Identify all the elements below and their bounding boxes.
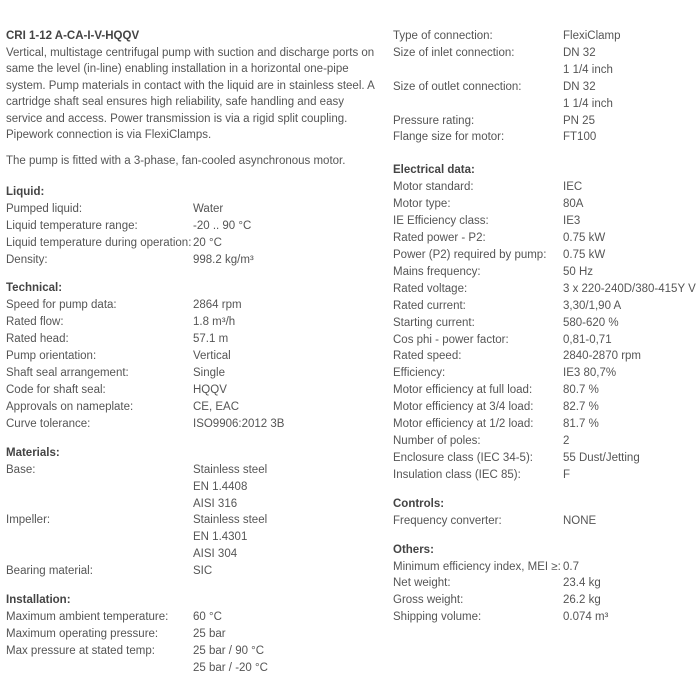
spec-value: FlexiClamp (563, 30, 621, 42)
spec-value: 1 1/4 inch (563, 63, 613, 76)
spec-value: AISI 316 (193, 497, 238, 510)
spec-value: EN 1.4408 (193, 480, 248, 493)
spec-values (563, 559, 697, 576)
spec-value: Single (193, 367, 225, 380)
spec-value: Water (193, 202, 224, 215)
spec-label: Motor type: (393, 198, 451, 211)
spec-label: Size of outlet connection: (393, 80, 522, 93)
spec-label: Insulation class (IEC 85): (393, 468, 521, 481)
spec-value: SIC (193, 565, 213, 578)
spec-values (193, 201, 378, 218)
spec-row-maximum-ambient-temperature (6, 609, 378, 626)
spec-row-motor-efficiency-at-1-2-load (393, 416, 697, 433)
spec-row-density (6, 252, 378, 269)
section-title: Electrical data: (393, 164, 475, 177)
spec-label: IE Efficiency class: (393, 215, 489, 228)
spec-row-shaft-seal-arrangement (6, 365, 378, 382)
spec-value: 0.75 kW (563, 248, 606, 261)
spec-values (563, 399, 697, 416)
motor-note: The pump is fitted with a 3-phase, fan-cooled asynchronous motor. (6, 155, 346, 168)
spec-label: Impeller: (6, 514, 51, 527)
spec-values (563, 129, 697, 146)
right-sections (393, 162, 697, 626)
spec-label: Shipping volume: (393, 611, 482, 624)
spec-values (563, 315, 697, 332)
spec-value: 23.4 kg (563, 577, 601, 590)
spec-values (563, 467, 697, 484)
spec-values (193, 365, 378, 382)
section-title: Technical: (6, 282, 63, 295)
spec-label: Density: (6, 253, 48, 266)
spec-values (193, 382, 378, 399)
spec-row-flange-size-for-motor (393, 129, 697, 146)
spec-label: Rated flow: (6, 316, 64, 329)
spec-label: Code for shaft seal: (6, 384, 106, 396)
spec-values (563, 332, 697, 349)
spec-value: 55 Dust/Jetting (563, 451, 640, 464)
spec-value: 1.8 m³/h (193, 316, 236, 329)
section-title: Installation: (6, 594, 71, 607)
section-title: Controls: (393, 497, 445, 510)
spec-values (563, 298, 697, 315)
spec-row-impeller (6, 512, 378, 563)
spec-values (563, 264, 697, 281)
spec-label: Starting current: (393, 316, 475, 329)
spec-values (193, 416, 378, 433)
section-materials (6, 445, 378, 580)
spec-value: CE, EAC (193, 400, 240, 413)
spec-label: Gross weight: (393, 594, 464, 607)
spec-row-motor-efficiency-at-3-4-load (393, 399, 697, 416)
left-sections (6, 184, 378, 677)
spec-value: HQQV (193, 384, 227, 396)
spec-values (563, 247, 697, 264)
spec-value: 80A (563, 198, 584, 211)
spec-label: Motor efficiency at 1/2 load: (393, 418, 534, 431)
spec-values (563, 196, 697, 213)
spec-row-power-p2-required-by-pump (393, 247, 697, 264)
spec-label: Base: (6, 463, 36, 476)
spec-value: 26.2 kg (563, 594, 601, 607)
spec-value: 3 x 220-240D/380-415Y V (563, 282, 696, 295)
spec-row-minimum-efficiency-index-mei (393, 559, 697, 576)
spec-row-starting-current (393, 315, 697, 332)
spec-label: Rated power - P2: (393, 232, 486, 245)
spec-row-curve-tolerance (6, 416, 378, 433)
spec-label: Efficiency: (393, 367, 446, 380)
spec-row-type-of-connection (393, 28, 697, 45)
spec-values (193, 643, 378, 677)
spec-values (193, 252, 378, 269)
spec-label: Bearing material: (6, 565, 93, 578)
spec-row-size-of-inlet-connection (393, 45, 697, 79)
spec-row-rated-speed (393, 348, 697, 365)
spec-row-max-pressure-at-stated-temp (6, 643, 378, 677)
spec-row-motor-efficiency-at-full-load (393, 382, 697, 399)
spec-row-ie-efficiency-class (393, 213, 697, 230)
spec-label: Approvals on nameplate: (6, 400, 134, 413)
spec-values (563, 179, 697, 196)
spec-value: 82.7 % (563, 401, 599, 414)
spec-row-insulation-class-iec-85 (393, 467, 697, 484)
spec-values (563, 365, 697, 382)
spec-value: F (563, 468, 571, 481)
spec-row-rated-current (393, 298, 697, 315)
spec-values (193, 399, 378, 416)
spec-value: 25 bar / -20 °C (193, 661, 268, 674)
spec-value: 580-620 % (563, 316, 619, 329)
spec-label: Minimum efficiency index, MEI ≥: (393, 560, 561, 573)
spec-value: 20 °C (193, 236, 222, 249)
spec-row-frequency-converter (393, 513, 697, 530)
section-title: Materials: (6, 446, 60, 459)
spec-row-base (6, 462, 378, 513)
spec-label: Pumped liquid: (6, 202, 83, 215)
spec-value: NONE (563, 514, 597, 527)
spec-label: Pump orientation: (6, 350, 97, 363)
spec-values (563, 79, 697, 113)
spec-value: 57.1 m (193, 333, 229, 346)
spec-row-size-of-outlet-connection (393, 79, 697, 113)
spec-label: Flange size for motor: (393, 131, 505, 144)
spec-label: Type of connection: (393, 30, 493, 42)
spec-value: Vertical (193, 350, 231, 363)
spec-label: Shaft seal arrangement: (6, 367, 129, 380)
section-installation (6, 592, 378, 677)
spec-row-net-weight (393, 575, 697, 592)
spec-values (193, 331, 378, 348)
spec-label: Cos phi - power factor: (393, 333, 509, 346)
spec-value: 60 °C (193, 611, 222, 624)
spec-value: ISO9906:2012 3B (193, 417, 285, 430)
spec-label: Liquid temperature during operation: (6, 236, 192, 249)
spec-label: Size of inlet connection: (393, 46, 515, 59)
spec-label: Max pressure at stated temp: (6, 644, 155, 657)
spec-values (193, 626, 378, 643)
spec-row-code-for-shaft-seal (6, 382, 378, 399)
spec-row-mains-frequency (393, 264, 697, 281)
spec-value: IEC (563, 181, 583, 194)
spec-row-rated-head (6, 331, 378, 348)
spec-label: Rated voltage: (393, 282, 468, 295)
spec-label: Rated speed: (393, 350, 462, 363)
spec-label: Mains frequency: (393, 265, 481, 278)
spec-value: 2840-2870 rpm (563, 350, 641, 363)
section-electrical-data (393, 162, 697, 483)
spec-values (563, 592, 697, 609)
connection-section (393, 28, 697, 146)
spec-row-enclosure-class-iec-34-5 (393, 450, 697, 467)
spec-label: Motor efficiency at 3/4 load: (393, 401, 534, 414)
spec-row-bearing-material (6, 563, 378, 580)
spec-row-maximum-operating-pressure (6, 626, 378, 643)
spec-row-motor-standard (393, 179, 697, 196)
spec-values (563, 609, 697, 626)
spec-label: Rated head: (6, 333, 69, 346)
spec-row-liquid-temperature-range (6, 218, 378, 235)
product-title: CRI 1-12 A-CA-I-V-HQQV (6, 30, 140, 42)
spec-label: Enclosure class (IEC 34-5): (393, 451, 533, 464)
spec-label: Speed for pump data: (6, 299, 117, 312)
spec-value: DN 32 (563, 46, 596, 59)
spec-values (193, 563, 378, 580)
spec-value: 998.2 kg/m³ (193, 253, 254, 266)
spec-label: Maximum operating pressure: (6, 627, 159, 640)
spec-values (193, 609, 378, 626)
spec-value: 1 1/4 inch (563, 97, 613, 110)
spec-value: IE3 (563, 215, 581, 228)
spec-label: Net weight: (393, 577, 451, 590)
spec-label: Motor efficiency at full load: (393, 384, 533, 397)
spec-row-gross-weight (393, 592, 697, 609)
spec-label: Curve tolerance: (6, 417, 91, 430)
spec-row-pump-orientation (6, 348, 378, 365)
spec-value: PN 25 (563, 114, 595, 127)
spec-values (563, 382, 697, 399)
section-title: Others: (393, 543, 434, 556)
spec-value: 25 bar / 90 °C (193, 644, 265, 657)
section-controls (393, 496, 697, 530)
spec-row-pressure-rating (393, 113, 697, 130)
spec-value: 2 (563, 434, 570, 447)
spec-value: Stainless steel (193, 463, 268, 476)
spec-value: 3,30/1,90 A (563, 299, 622, 312)
spec-values (193, 314, 378, 331)
spec-values (563, 575, 697, 592)
spec-value: Stainless steel (193, 514, 268, 527)
spec-values (563, 416, 697, 433)
spec-value: 25 bar (193, 627, 226, 640)
spec-values (193, 235, 378, 252)
spec-values (563, 113, 697, 130)
section-others (393, 542, 697, 627)
spec-values (563, 450, 697, 467)
spec-label: Liquid temperature range: (6, 219, 138, 232)
spec-value: EN 1.4301 (193, 531, 248, 544)
section-liquid (6, 184, 378, 269)
spec-row-shipping-volume (393, 609, 697, 626)
spec-values (563, 213, 697, 230)
spec-value: 0.7 (563, 560, 579, 573)
spec-label: Maximum ambient temperature: (6, 611, 169, 624)
spec-row-motor-type (393, 196, 697, 213)
spec-values (193, 218, 378, 235)
spec-row-rated-voltage (393, 281, 697, 298)
spec-value: 81.7 % (563, 418, 599, 431)
spec-row-efficiency (393, 365, 697, 382)
spec-row-number-of-poles (393, 433, 697, 450)
spec-values (563, 28, 697, 45)
spec-label: Power (P2) required by pump: (393, 248, 547, 261)
spec-row-cos-phi-power-factor (393, 332, 697, 349)
spec-value: FT100 (563, 131, 597, 144)
spec-row-speed-for-pump-data (6, 297, 378, 314)
spec-value: AISI 304 (193, 548, 238, 561)
spec-values (563, 230, 697, 247)
spec-value: IE3 80,7% (563, 367, 617, 380)
spec-values (193, 348, 378, 365)
spec-row-approvals-on-nameplate (6, 399, 378, 416)
spec-value: 0,81-0,71 (563, 333, 612, 346)
section-technical (6, 280, 378, 432)
spec-values (193, 462, 378, 513)
spec-values (563, 348, 697, 365)
spec-label: Motor standard: (393, 181, 474, 194)
spec-values (563, 433, 697, 450)
spec-row-rated-power-p2 (393, 230, 697, 247)
spec-value: 80.7 % (563, 384, 599, 397)
spec-values (563, 45, 697, 79)
spec-row-liquid-temperature-during-operation (6, 235, 378, 252)
spec-label: Frequency converter: (393, 514, 502, 527)
spec-value: DN 32 (563, 80, 596, 93)
left-column (6, 28, 378, 677)
spec-value: 0.75 kW (563, 232, 606, 245)
spec-row-pumped-liquid (6, 201, 378, 218)
spec-label: Rated current: (393, 299, 466, 312)
spec-value: 50 Hz (563, 265, 594, 278)
spec-value: 2864 rpm (193, 299, 242, 312)
spec-label: Number of poles: (393, 434, 481, 447)
spec-values (193, 297, 378, 314)
spec-values (563, 513, 697, 530)
right-column (393, 28, 697, 626)
spec-value: 0.074 m³ (563, 611, 609, 624)
spec-row-rated-flow (6, 314, 378, 331)
spec-values (563, 281, 697, 298)
spec-values (193, 512, 378, 563)
section-title: Liquid: (6, 185, 45, 198)
spec-value: -20 .. 90 °C (193, 219, 252, 232)
product-description: Vertical, multistage centrifugal pump with suction and discharge ports on same the level (in-line) enabling installation in a horizontal one-pipe system. Pump materials in contact with the liquid are in stainless steel. A cartridge shaft seal ensures high reliability, safe handling and easy service and access. Power transmission is via a rigid split coupling. Pipework connection is via FlexiClamps. (6, 47, 375, 142)
spec-label: Pressure rating: (393, 114, 475, 127)
